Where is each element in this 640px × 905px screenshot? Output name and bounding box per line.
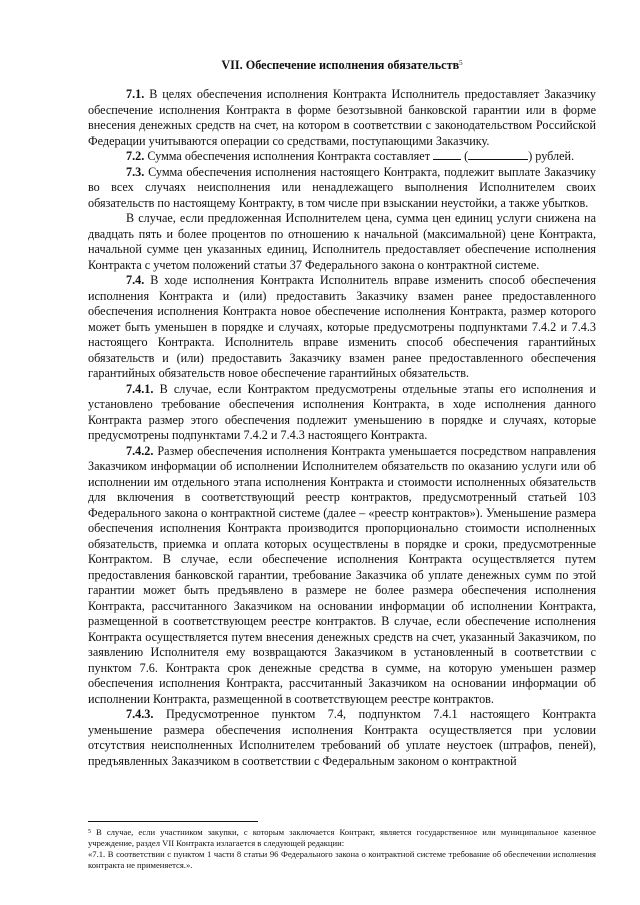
paragraph-text: Размер обеспечения исполнения Контракта уменьшается посредством направления Заказчиком информации об исполнении Исполнителем обязательств по оказанию услуги или об исполнении им отдельного этапа исполнения Контракта и стоимости исполненных обязательств для включения в соответствующий реестр контрактов, предусмотренный статьей 103 Федерального закона о контрактной системе (далее – «реестр контрактов»). Уменьшение размера обеспечения исполнения Контракта производится пропорционально стоимости исполненных обязательств, приемка и оплата которых осуществлены в порядке и сроки, предусмотренные Контрактом. В случае, если обеспечение исполнения Контракта осуществляется путем предоставления банковской гарантии, требование Заказчика об уплате денежных сумм по этой гарантии может быть предъявлено в размере не более размера обеспечения исполнения Контракта, рассчитанного Заказчиком на основании информации об исполнении Контракта, размещенной в соответствующем реестре контрактов. В случае, если обеспечение исполнения Контракта осуществляется путем внесения денежных средств на счет, указанный Заказчиком, по заявлению Исполнителя ему возвращаются Заказчиком в установленный в соответствии с пунктом 7.6. Контракта срок денежные средства в сумме, на которую уменьшен размер обеспечения исполнения Контракта, рассчитанный Заказчиком на основании информации об исполнении Контракта, размещенной в соответствующем реестре контрактов.: [88, 443, 596, 706]
paragraph-7-4-1: [88, 382, 596, 444]
section-title: VII. Обеспечение исполнения обязательств: [221, 58, 460, 72]
paragraph-7-2: [88, 149, 596, 165]
clause-number: 7.4.2.: [126, 443, 154, 458]
paragraph-text: Сумма обеспечения исполнения настоящего Контракта, подлежит выплате Заказчику во всех случаях неисполнения или ненадлежащего выполнения Исполнителем своих обязательств по настоящему Контракту, в том числе при взыскании неустойки, а также убытков.: [88, 164, 596, 210]
footnote-block: [88, 827, 596, 871]
paragraph-price-reduction: [88, 211, 596, 273]
paragraph-text-close: ) рублей.: [528, 149, 575, 163]
amount-blank-field: [433, 149, 461, 160]
clause-number: 7.4.1.: [126, 381, 154, 396]
amount-words-blank-field: [468, 149, 528, 160]
paragraph-text: В целях обеспечения исполнения Контракта Исполнитель предоставляет Заказчику обеспечение исполнения Контракта в форме безотзывной банковской гарантии или в форме внесения денежных средств на счет, на котором в соответствии с законодательством Российской Федерации учитываются операции со средствами, поступающими Заказчику.: [88, 87, 596, 148]
paragraph-text: Предусмотренное пунктом 7.4, подпунктом 7.4.1 настоящего Контракта уменьшение размера обеспечения исполнения Контракта осуществляется при условии отсутствия неисполненных Исполнителем требований об уплате неустоек (штрафов, пеней), предъявленных Заказчиком в соответствии с Федеральным законом о контрактной: [88, 707, 596, 768]
paragraph-text: В ходе исполнения Контракта Исполнитель вправе изменить способ обеспечения исполнения Контракта и (или) предоставить Заказчику взамен ранее предоставленного обеспечения исполнения Контракта новое обеспечение исполнения Контракта, размер которого может быть уменьшен в порядке и случаях, которые предусмотрены подпунктами 7.4.2 и 7.4.3 настоящего Контракта. Исполнитель вправе изменить способ обеспечения гарантийных обязательств и (или) предоставить Заказчику взамен ранее предоставленного обеспечения гарантийных обязательств новое обеспечение гарантийных обязательств.: [88, 273, 596, 380]
paragraph-text: Сумма обеспечения исполнения Контракта составляет: [144, 149, 431, 163]
clause-number: 7.4.3.: [126, 707, 154, 721]
footnote-mark: 5: [88, 829, 91, 835]
footnote-line-1: [88, 827, 596, 849]
clause-number: 7.2.: [126, 149, 145, 163]
paragraph-text: В случае, если Контрактом предусмотрены отдельные этапы его исполнения и установлено требование обеспечения исполнения Контракта, в ходе исполнения данного Контракта размер этого обеспечения подлежит уменьшению в порядке и случаях, которые предусмотрены подпунктами 7.4.2 и 7.4.3 настоящего Контракта.: [88, 381, 596, 442]
paragraph-7-4-3: [88, 707, 596, 769]
paragraph-7-1: [88, 87, 596, 149]
section-heading: [88, 58, 596, 73]
paragraph-7-4-2: [88, 444, 596, 708]
document-page: [88, 58, 596, 769]
clause-number: 7.3.: [126, 164, 145, 179]
footnote-reference: 5: [459, 59, 463, 67]
footnote-text: В случае, если участником закупки, с которым заключается Контракт, является государственное или муниципальное казенное учреждение, раздел VII Контракта излагается в следующей редакции:: [88, 827, 596, 848]
paragraph-text-open: (: [461, 149, 469, 163]
clause-number: 7.1.: [126, 87, 145, 101]
footnote-line-2: «7.1. В соответствии с пунктом 1 части 8 статьи 96 Федерального закона о контрактной системе требование об обеспечении исполнения контракта не применяется.».: [88, 849, 596, 870]
footnote-divider: [88, 821, 258, 822]
paragraph-7-3: [88, 165, 596, 212]
paragraph-text: В случае, если предложенная Исполнителем цена, сумма цен единиц услуги снижена на двадцать пять и более процентов по отношению к начальной (максимальной) цене Контракта, начальной сумме цен указанных единиц, Исполнитель предоставляет обеспечение исполнения Контракта с учетом положений статьи 37 Федерального закона о контрактной системе.: [88, 211, 596, 272]
clause-number: 7.4.: [126, 273, 145, 287]
paragraph-7-4: [88, 273, 596, 382]
